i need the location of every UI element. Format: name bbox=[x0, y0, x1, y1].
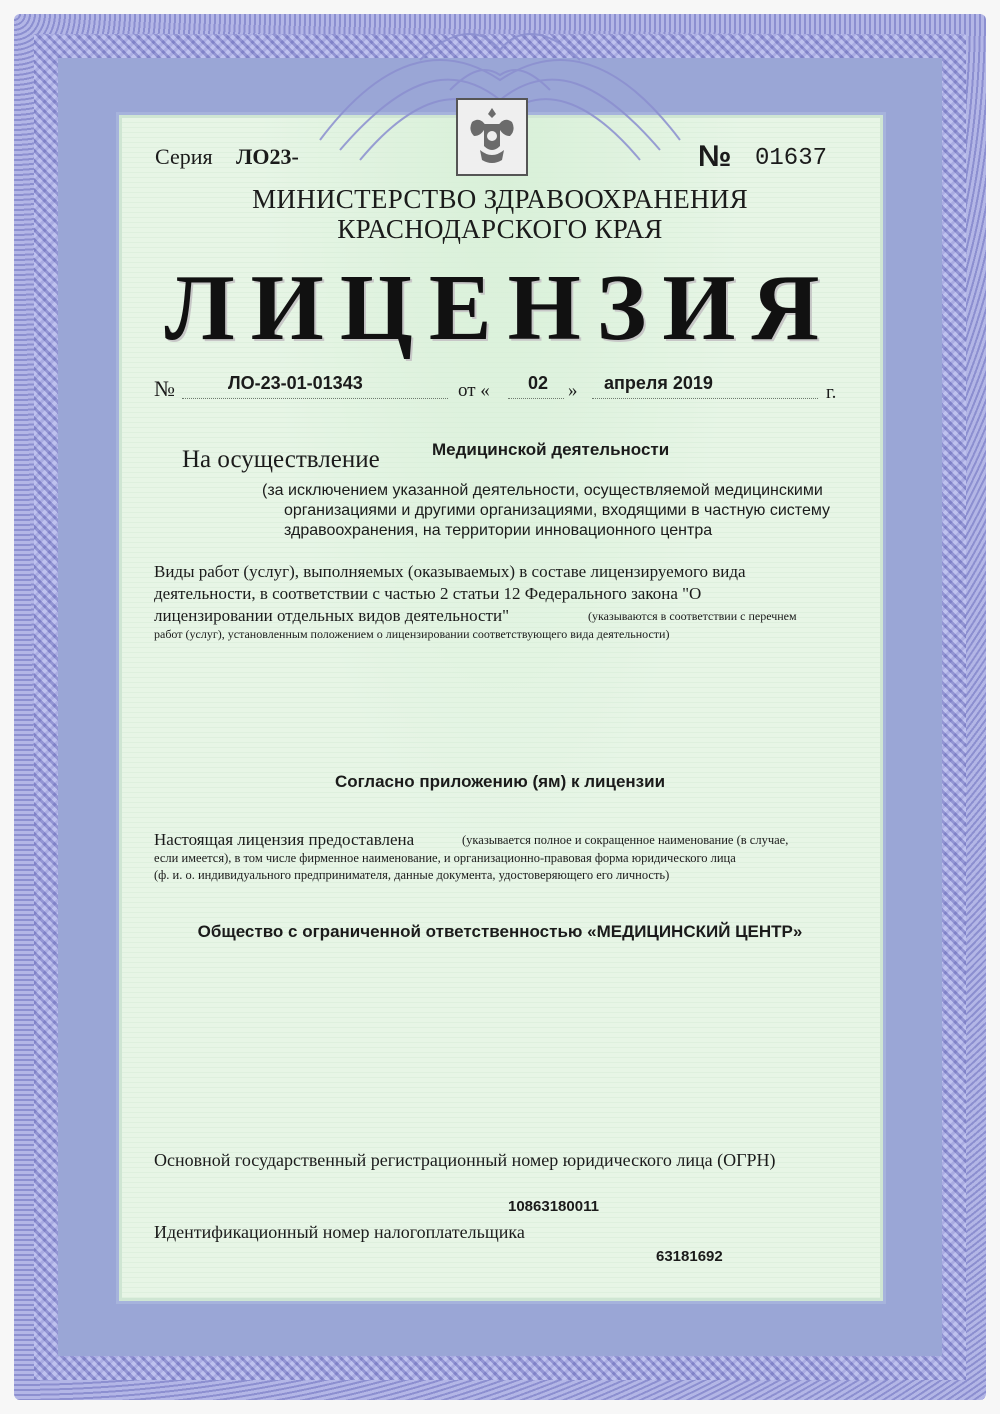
series-label: Серия bbox=[155, 144, 213, 169]
inn-value: 63181692 bbox=[656, 1248, 723, 1265]
license-month-year: апреля 2019 bbox=[604, 373, 713, 393]
license-year-suffix: г. bbox=[826, 382, 837, 403]
activity-note-line1: (за исключением указанной деятельности, осуществляемой медицинскими bbox=[262, 482, 823, 499]
license-day: 02 bbox=[528, 373, 549, 393]
license-month-underline bbox=[592, 398, 818, 399]
activity-note-line2: организациями и другими организациями, входящими в частную систему bbox=[284, 502, 831, 519]
coat-of-arms-icon bbox=[456, 98, 528, 176]
license-day-underline bbox=[508, 398, 564, 399]
grantee-value: Общество с ограниченной ответственностью «МЕДИЦИНСКИЙ ЦЕНТР» bbox=[197, 922, 803, 941]
blank-number: 01637 bbox=[755, 145, 828, 172]
works-line4-note: работ (услуг), установленным положением о лицензировании соответствующего вида деятельности) bbox=[154, 627, 670, 641]
license-number-underline bbox=[182, 398, 448, 399]
series-value: ЛО23- bbox=[236, 144, 299, 169]
license-number-sign: № bbox=[154, 376, 175, 401]
works-line3-note: (указываются в соответствии с перечнем bbox=[588, 609, 797, 623]
grantee-label-note2: если имеется), в том числе фирменное наименование, и организационно-правовая форма юридического лица bbox=[154, 851, 736, 865]
works-line1: Виды работ (услуг), выполняемых (оказываемых) в составе лицензируемого вида bbox=[154, 562, 746, 581]
works-line2: деятельности, в соответствии с частью 2 статьи 12 Федерального закона "О bbox=[154, 584, 702, 603]
license-number: ЛО-23-01-01343 bbox=[228, 373, 363, 393]
inn-label: Идентификационный номер налогоплательщика bbox=[154, 1222, 525, 1242]
ogrn-value: 10863180011 bbox=[508, 1198, 599, 1215]
works-value: Согласно приложению (ям) к лицензии bbox=[334, 772, 666, 791]
works-line3-main: лицензировании отдельных видов деятельности" bbox=[154, 606, 510, 625]
number-sign: № bbox=[698, 140, 732, 173]
grantee-label-main: Настоящая лицензия предоставлена bbox=[154, 830, 415, 849]
grantee-label-note1: (указывается полное и сокращенное наименование (в случае, bbox=[462, 833, 789, 847]
activity-label: На осуществление bbox=[182, 446, 380, 473]
activity-note-line3: здравоохранения, на территории инновационного центра bbox=[284, 522, 713, 539]
ministry-line1: МИНИСТЕРСТВО ЗДРАВООХРАНЕНИЯ bbox=[252, 184, 748, 214]
license-quote-close: » bbox=[568, 380, 578, 401]
ogrn-label: Основной государственный регистрационный номер юридического лица (ОГРН) bbox=[154, 1150, 776, 1170]
ministry-line2: КРАСНОДАРСКОГО КРАЯ bbox=[337, 214, 663, 244]
activity-name: Медицинской деятельности bbox=[432, 440, 670, 459]
document-title: ЛИЦЕНЗИЯ bbox=[164, 256, 836, 360]
grantee-label-note3: (ф. и. о. индивидуального предпринимателя, данные документа, удостоверяющего его личность) bbox=[154, 868, 670, 882]
license-date-from-label: от « bbox=[458, 380, 490, 401]
